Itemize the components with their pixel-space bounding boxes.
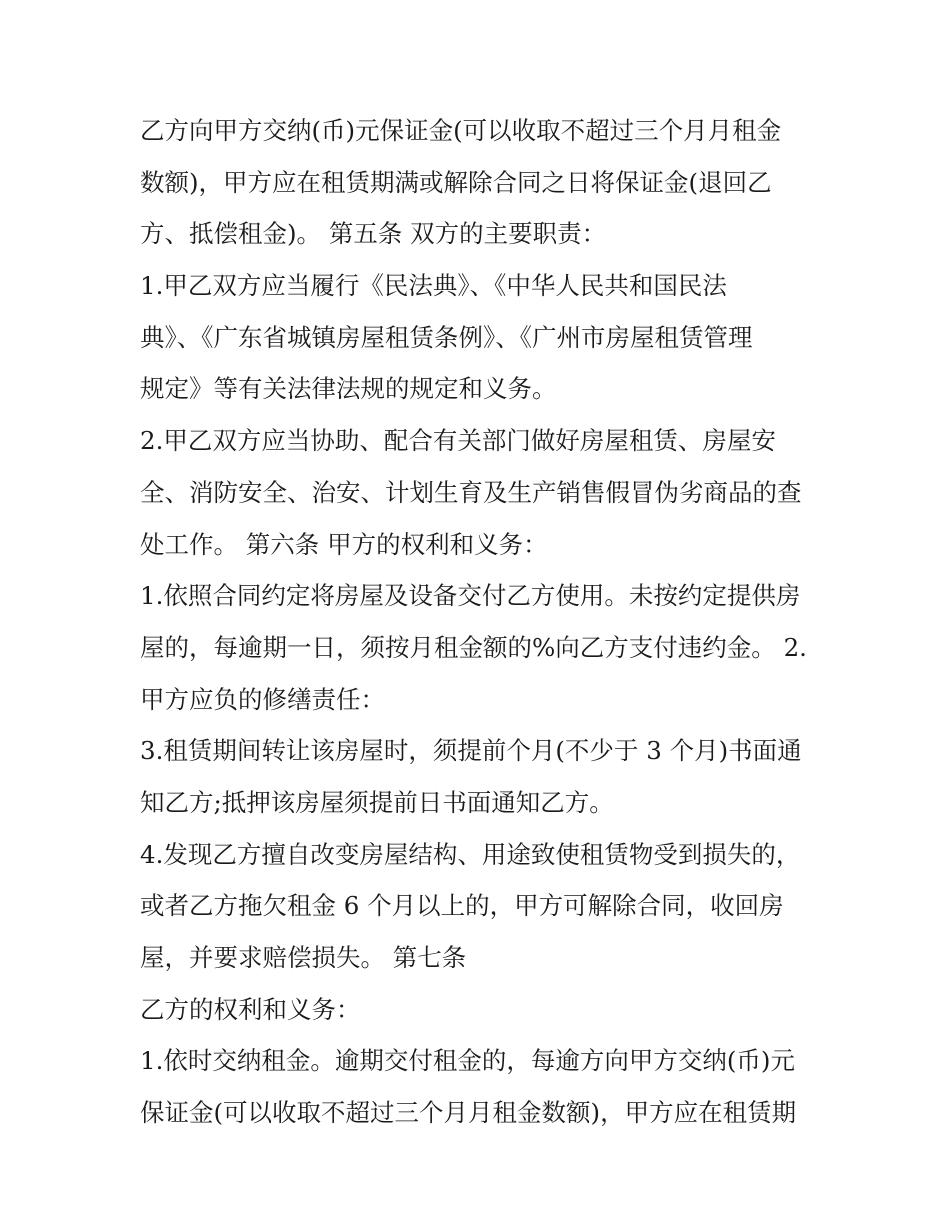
document-body <box>140 105 830 1139</box>
text-line: 4.发现乙方擅自改变房屋结构、用途致使租赁物受到损失的， <box>140 839 801 869</box>
text-line: 甲方应负的修缮责任： <box>140 684 385 714</box>
text-line: 或者乙方拖欠租金 6 个月以上的，甲方可解除合同，收回房 <box>140 891 784 921</box>
text-line: 1.甲乙双方应当履行《民法典》、《中华人民共和国民法 <box>140 271 727 301</box>
text-line: 屋的，每逾期一日，须按月租金额的%向乙方支付违约金。 2. <box>140 632 807 662</box>
text-line: 1.依时交纳租金。逾期交付租金的，每逾方向甲方交纳(币)元 <box>140 1046 795 1076</box>
text-line: 典》、《广东省城镇房屋租赁条例》、《广州市房屋租赁管理 <box>140 322 753 352</box>
text-line: 3.租赁期间转让该房屋时，须提前个月(不少于 3 个月)书面通 <box>140 736 802 766</box>
text-line: 方、抵偿租金)。 第五条 双方的主要职责： <box>140 219 607 249</box>
text-line: 处工作。 第六条 甲方的权利和义务： <box>140 529 548 559</box>
text-line: 知乙方;抵押该房屋须提前日书面通知乙方。 <box>140 787 614 817</box>
text-line: 保证金(可以收取不超过三个月月租金数额)，甲方应在租赁期 <box>140 1098 797 1128</box>
text-line: 乙方的权利和义务： <box>140 994 361 1024</box>
text-line: 屋，并要求赔偿损失。 第七条 <box>140 943 467 972</box>
text-line: 1.依照合同约定将房屋及设备交付乙方使用。未按约定提供房 <box>140 581 801 611</box>
text-line: 数额)，甲方应在租赁期满或解除合同之日将保证金(退回乙 <box>140 167 772 197</box>
text-line: 全、消防安全、治安、计划生育及生产销售假冒伪劣商品的查 <box>140 477 802 507</box>
text-line: 乙方向甲方交纳(币)元保证金(可以收取不超过三个月月租金 <box>140 116 782 145</box>
text-line: 规定》等有关法律法规的规定和义务。 <box>140 374 557 404</box>
text-line: 2.甲乙双方应当协助、配合有关部门做好房屋租赁、房屋安 <box>140 426 776 456</box>
